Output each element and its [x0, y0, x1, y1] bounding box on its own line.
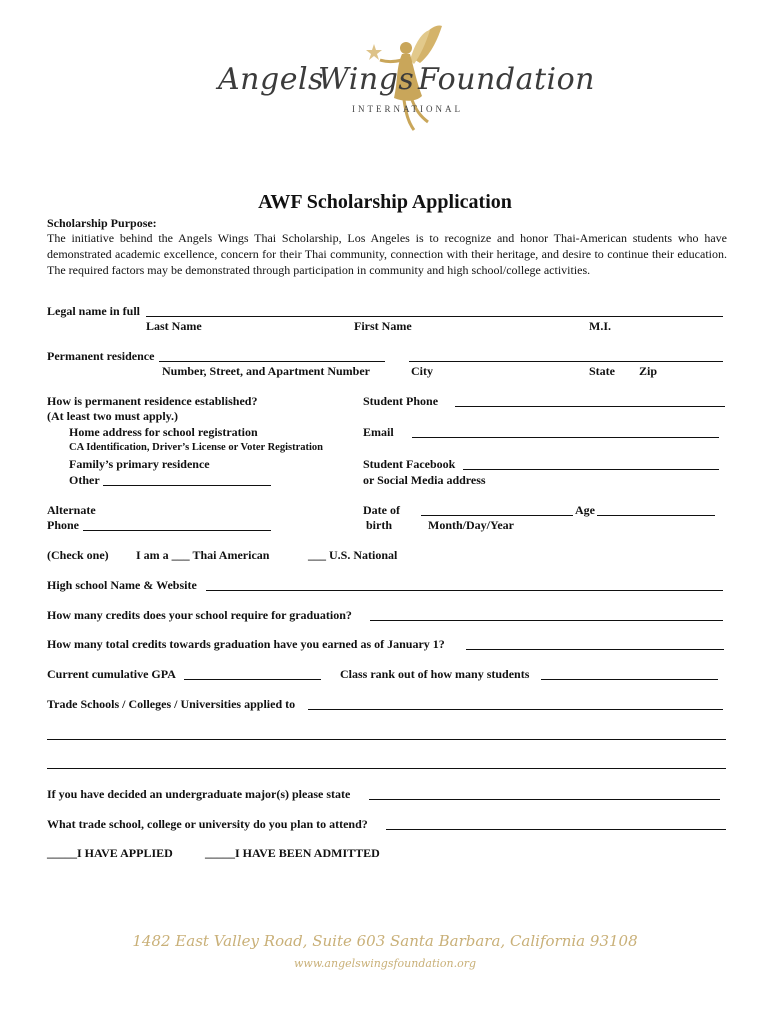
age-label: Age [575, 503, 595, 517]
page-title: AWF Scholarship Application [258, 191, 512, 213]
ca-id-option: CA Identification, Driver’s License or Voter Registration [69, 442, 324, 453]
first-name-caption: First Name [354, 319, 412, 333]
mi-caption: M.I. [589, 319, 611, 333]
logo-word-foundation: Foundation [418, 62, 596, 97]
credits-earned-label: How many total credits towards graduation have you earned as of January 1? [47, 637, 445, 651]
purpose-text: The initiative behind the Angels Wings Thai Scholarship, Los Angeles is to recognize and honor Thai-American students who have demonstrated academic excellence, concern for their Thai community, connection with their heritage, and desire to continue their education. The required factors may be demonstrated through participation in community and high school/college activities. [47, 231, 727, 277]
age-field[interactable] [597, 515, 715, 516]
social-media-label: or Social Media address [363, 473, 486, 487]
alternate-label: Alternate [47, 503, 96, 517]
student-facebook-label: Student Facebook [363, 457, 456, 471]
high-school-field[interactable] [206, 590, 723, 591]
email-field[interactable] [412, 437, 719, 438]
plan-attend-field[interactable] [386, 829, 726, 830]
schools-applied-field[interactable] [308, 709, 723, 710]
plan-attend-label: What trade school, college or university do you plan to attend? [47, 817, 368, 831]
student-phone-field[interactable] [455, 406, 725, 407]
class-rank-field[interactable] [541, 679, 718, 680]
month-day-year-caption: Month/Day/Year [428, 518, 514, 532]
us-national-option[interactable]: ___ U.S. National [308, 548, 398, 562]
last-name-caption: Last Name [146, 319, 202, 333]
email-label: Email [363, 425, 394, 439]
family-residence-option: Family’s primary residence [69, 457, 210, 471]
city-caption: City [411, 364, 433, 378]
credits-earned-field[interactable] [466, 649, 724, 650]
city-state-zip-field[interactable] [409, 361, 723, 362]
gpa-label: Current cumulative GPA [47, 667, 176, 681]
footer-website[interactable]: www.angelswingsfoundation.org [293, 957, 477, 970]
at-least-two-label: (At least two must apply.) [47, 409, 178, 423]
purpose-heading: Scholarship Purpose: [47, 216, 157, 230]
number-street-caption: Number, Street, and Apartment Number [162, 364, 370, 378]
phone-label: Phone [47, 518, 80, 532]
class-rank-label: Class rank out of how many students [340, 667, 530, 681]
permanent-residence-label: Permanent residence [47, 349, 155, 363]
student-phone-label: Student Phone [363, 394, 439, 408]
street-address-field[interactable] [159, 361, 385, 362]
zip-caption: Zip [639, 364, 658, 378]
logo-word-angels: Angels [218, 62, 324, 97]
birth-label: birth [366, 518, 393, 532]
alternate-phone-field[interactable] [83, 530, 271, 531]
other-option-field[interactable] [103, 485, 271, 486]
schools-applied-line-3[interactable] [47, 768, 726, 769]
student-facebook-field[interactable] [463, 469, 719, 470]
major-field[interactable] [369, 799, 720, 800]
credits-required-field[interactable] [370, 620, 723, 621]
gpa-field[interactable] [184, 679, 321, 680]
high-school-label: High school Name & Website [47, 578, 197, 592]
logo-word-wings: Wings [318, 62, 415, 97]
legal-name-label: Legal name in full [47, 304, 141, 318]
schools-applied-line-2[interactable] [47, 739, 726, 740]
legal-name-field[interactable] [146, 316, 723, 317]
applied-option[interactable]: _____I HAVE APPLIED [47, 846, 173, 860]
footer-address: 1482 East Valley Road, Suite 603 Santa Barbara, California 93108 [132, 932, 638, 950]
admitted-option[interactable]: _____I HAVE BEEN ADMITTED [205, 846, 380, 860]
other-option-label: Other [69, 473, 100, 487]
state-caption: State [589, 364, 615, 378]
how-established-label: How is permanent residence established? [47, 394, 258, 408]
major-label: If you have decided an undergraduate major(s) please state [47, 787, 351, 801]
date-of-birth-field[interactable] [421, 515, 573, 516]
date-of-label: Date of [363, 503, 400, 517]
logo-subtitle: INTERNATIONAL [352, 104, 463, 114]
home-address-option: Home address for school registration [69, 425, 258, 439]
thai-american-option[interactable]: I am a ___ Thai American [136, 548, 270, 562]
credits-required-label: How many credits does your school require for graduation? [47, 608, 352, 622]
schools-applied-label: Trade Schools / Colleges / Universities applied to [47, 697, 296, 711]
check-one-label: (Check one) [47, 548, 109, 562]
